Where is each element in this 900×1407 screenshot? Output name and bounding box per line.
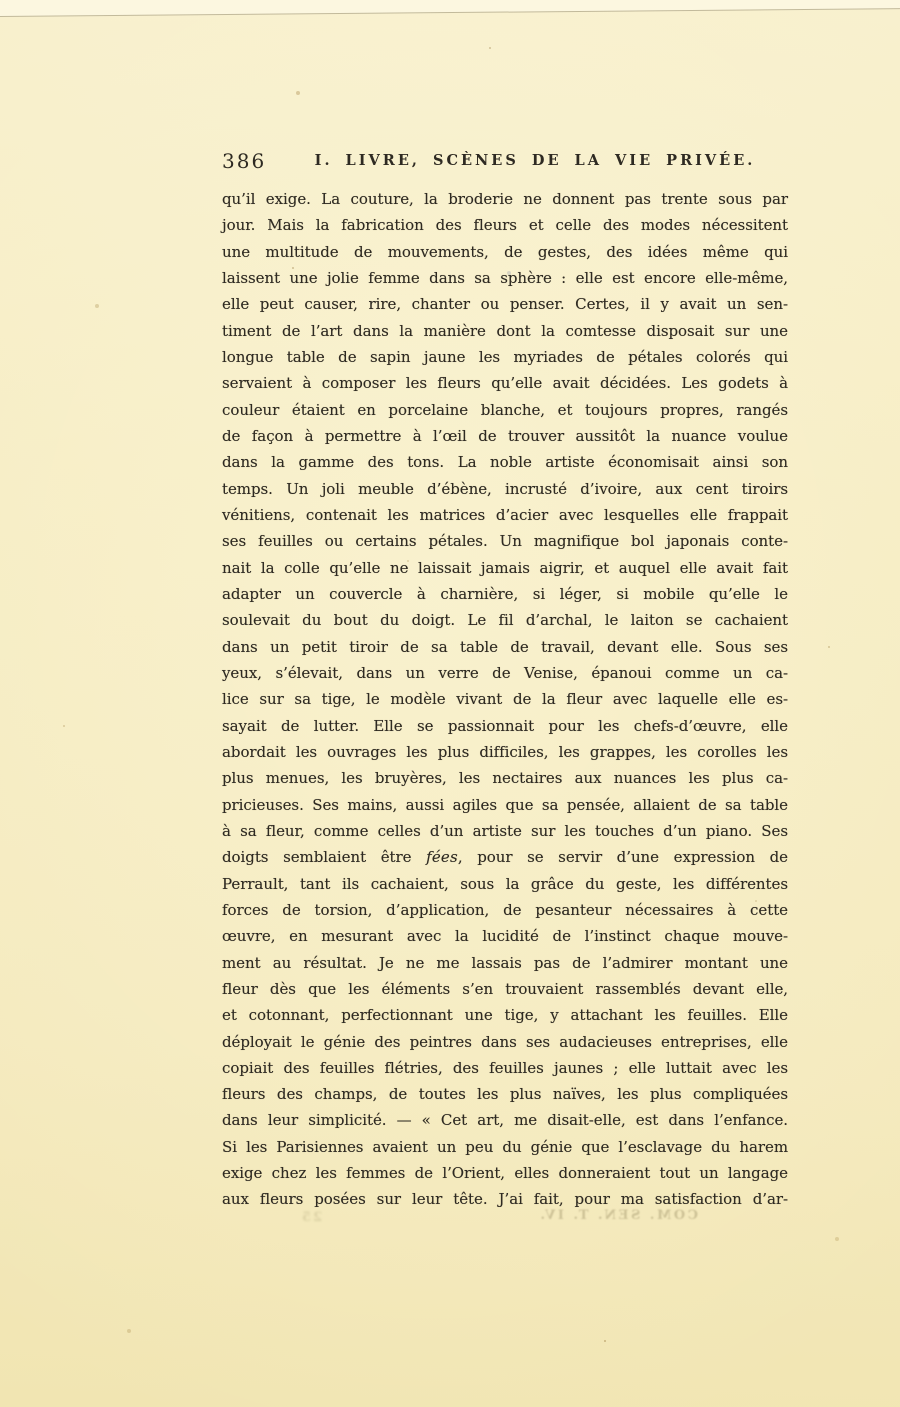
text-line: elle peut causer, rire, chanter ou penser. Certes, il y avait un sen- (222, 295, 788, 314)
text-line: Perrault, tant ils cachaient, sous la grâce du geste, les différentes (222, 874, 788, 893)
text-line: timent de l’art dans la manière dont la comtesse disposait sur une (222, 321, 788, 340)
text-line: nait la colle qu’elle ne laissait jamais aigrir, et auquel elle avait fait (222, 558, 788, 577)
text-line: longue table de sapin jaune les myriades de pétales colorés qui (222, 347, 788, 366)
text-line: temps. Un joli meuble d’ébène, incrusté d’ivoire, aux cent tiroirs (222, 479, 788, 498)
text-line: sayait de lutter. Elle se passionnait pour les chefs-d’œuvre, elle (222, 716, 788, 735)
text-line: vénitiens, contenait les matrices d’acier avec lesquelles elle frappait (222, 505, 788, 524)
page-number: 386 (222, 149, 267, 173)
text-line: Si les Parisiennes avaient un peu du génie que l’esclavage du harem (222, 1137, 788, 1156)
text-line: dans la gamme des tons. La noble artiste économisait ainsi son (222, 453, 788, 472)
paper-specks (0, 0, 2, 2)
running-header: I. LIVRE, SCÈNES DE LA VIE PRIVÉE. (314, 152, 756, 169)
text-line: doigts semblaient être fées, pour se servir d’une expression de (222, 848, 788, 867)
bleed-through-text: COM. SEN. T. IV. (538, 1208, 698, 1223)
text-line: plus menues, les bruyères, les nectaires aux nuances les plus ca- (222, 769, 788, 788)
page-edge (0, 0, 900, 17)
text-line: ses feuilles ou certains pétales. Un magnifique bol japonais conte- (222, 532, 788, 551)
text-line: jour. Mais la fabrication des fleurs et celle des modes nécessitent (222, 216, 788, 235)
text-line: déployait le génie des peintres dans ses audacieuses entreprises, elle (222, 1032, 788, 1051)
text-line: une multitude de mouvements, de gestes, des idées même qui (222, 242, 788, 261)
text-line: servaient à composer les fleurs qu’elle avait décidées. Les godets à (222, 374, 788, 393)
text-line: pricieuses. Ses mains, aussi agiles que sa pensée, allaient de sa table (222, 795, 788, 814)
text-line: fleurs des champs, de toutes les plus naïves, les plus compliquées (222, 1085, 788, 1104)
text-line: aux fleurs posées sur leur tête. J’ai fait, pour ma satisfaction d’ar- (222, 1190, 788, 1209)
text-line: ment au résultat. Je ne me lassais pas de l’admirer montant une (222, 953, 788, 972)
text-line: fleur dès que les éléments s’en trouvaient rassemblés devant elle, (222, 979, 788, 998)
text-line: à sa fleur, comme celles d’un artiste sur les touches d’un piano. Ses (222, 821, 788, 840)
text-line: soulevait du bout du doigt. Le fil d’archal, le laiton se cachaient (222, 611, 788, 630)
page-header (222, 149, 788, 173)
text-line: adapter un couvercle à charnière, si léger, si mobile qu’elle le (222, 584, 788, 603)
text-line: laissent une jolie femme dans sa sphère : elle est encore elle-même, (222, 268, 788, 287)
text-line: couleur étaient en porcelaine blanche, et toujours propres, rangés (222, 400, 788, 419)
text-line: copiait des feuilles flétries, des feuilles jaunes ; elle luttait avec les (222, 1058, 788, 1077)
text-line: dans leur simplicité. — « Cet art, me disait-elle, est dans l’enfance. (222, 1111, 788, 1130)
text-line: exige chez les femmes de l’Orient, elles donneraient tout un langage (222, 1164, 788, 1183)
bleed-through-number: 25 (300, 1210, 323, 1225)
text-line: et cotonnant, perfectionnant une tige, y attachant les feuilles. Elle (222, 1006, 788, 1025)
text-line: œuvre, en mesurant avec la lucidité de l’instinct chaque mouve- (222, 927, 788, 946)
text-line: de façon à permettre à l’œil de trouver aussitôt la nuance voulue (222, 426, 788, 445)
text-line: yeux, s’élevait, dans un verre de Venise, épanoui comme un ca- (222, 663, 788, 682)
text-line: abordait les ouvrages les plus difficiles, les grappes, les corolles les (222, 742, 788, 761)
text-line: dans un petit tiroir de sa table de travail, devant elle. Sous ses (222, 637, 788, 656)
text-line: lice sur sa tige, le modèle vivant de la fleur avec laquelle elle es- (222, 690, 788, 709)
text-line: forces de torsion, d’application, de pesanteur nécessaires à cette (222, 900, 788, 919)
text-line: qu’il exige. La couture, la broderie ne donnent pas trente sous par (222, 190, 788, 208)
text-block (222, 186, 788, 1213)
